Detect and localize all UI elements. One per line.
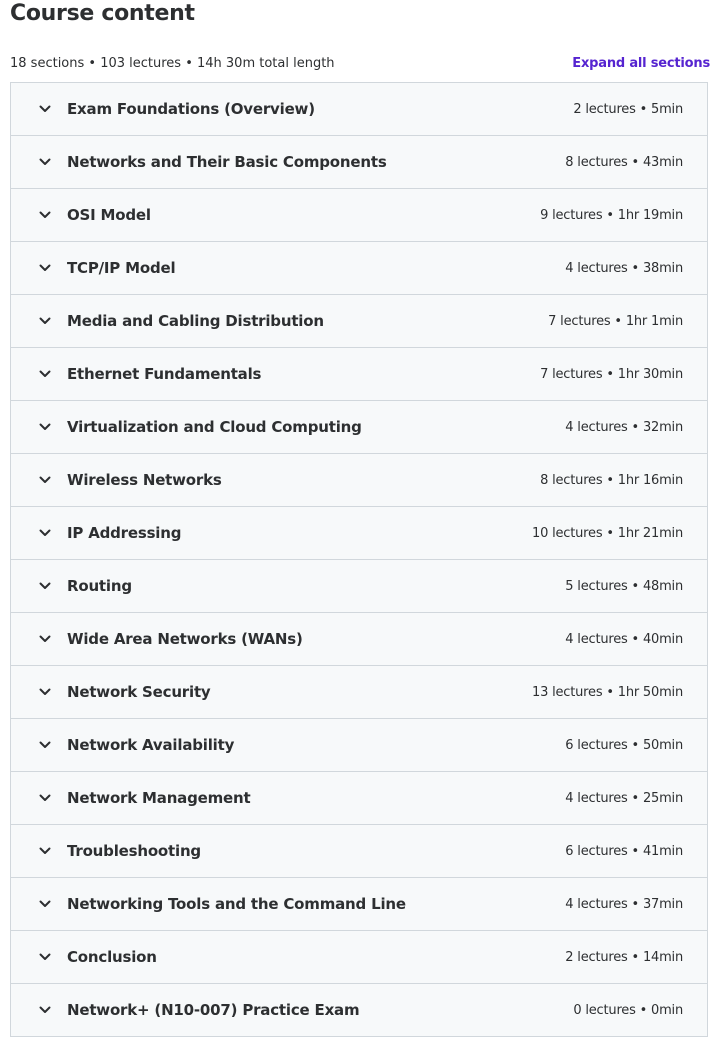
section-title: Wireless Networks <box>67 471 222 489</box>
section-meta: 13 lectures • 1hr 50min <box>532 684 683 700</box>
chevron-down-icon <box>38 102 52 116</box>
section-row[interactable] <box>11 666 707 719</box>
section-meta: 4 lectures • 40min <box>565 631 683 647</box>
section-row[interactable] <box>11 507 707 560</box>
chevron-down-icon <box>38 526 52 540</box>
section-title: Ethernet Fundamentals <box>67 365 262 383</box>
section-title: Media and Cabling Distribution <box>67 312 324 330</box>
chevron-down-icon <box>38 844 52 858</box>
section-row[interactable] <box>11 878 707 931</box>
section-row[interactable] <box>11 454 707 507</box>
section-row[interactable] <box>11 931 707 984</box>
section-meta: 8 lectures • 1hr 16min <box>540 472 683 488</box>
section-meta: 6 lectures • 41min <box>565 843 683 859</box>
section-row[interactable] <box>11 984 707 1036</box>
chevron-down-icon <box>38 738 52 752</box>
section-title: TCP/IP Model <box>67 259 176 277</box>
section-row[interactable] <box>11 295 707 348</box>
section-meta: 9 lectures • 1hr 19min <box>540 207 683 223</box>
chevron-down-icon <box>38 155 52 169</box>
section-meta: 7 lectures • 1hr 1min <box>548 313 683 329</box>
section-row[interactable] <box>11 772 707 825</box>
section-title: Troubleshooting <box>67 842 201 860</box>
section-meta: 4 lectures • 25min <box>565 790 683 806</box>
section-title: Network+ (N10-007) Practice Exam <box>67 1001 360 1019</box>
section-row[interactable] <box>11 242 707 295</box>
section-title: Exam Foundations (Overview) <box>67 100 315 118</box>
section-title: Virtualization and Cloud Computing <box>67 418 362 436</box>
section-title: Networks and Their Basic Components <box>67 153 387 171</box>
chevron-down-icon <box>38 367 52 381</box>
section-meta: 2 lectures • 5min <box>573 101 683 117</box>
section-title: Network Management <box>67 789 251 807</box>
summary-row <box>10 53 710 73</box>
section-meta: 4 lectures • 38min <box>565 260 683 276</box>
section-title: IP Addressing <box>67 524 182 542</box>
chevron-down-icon <box>38 208 52 222</box>
section-row[interactable] <box>11 136 707 189</box>
section-title: Network Availability <box>67 736 235 754</box>
expand-all-sections-button[interactable]: Expand all sections <box>572 55 710 71</box>
section-row[interactable] <box>11 348 707 401</box>
chevron-down-icon <box>38 897 52 911</box>
section-row[interactable] <box>11 401 707 454</box>
page-title: Course content <box>10 1 195 26</box>
section-row[interactable] <box>11 560 707 613</box>
section-title: Network Security <box>67 683 211 701</box>
section-row[interactable] <box>11 719 707 772</box>
section-meta: 6 lectures • 50min <box>565 737 683 753</box>
section-row[interactable] <box>11 825 707 878</box>
section-meta: 10 lectures • 1hr 21min <box>532 525 683 541</box>
section-meta: 4 lectures • 32min <box>565 419 683 435</box>
section-row[interactable] <box>11 83 707 136</box>
section-row[interactable] <box>11 613 707 666</box>
chevron-down-icon <box>38 1003 52 1017</box>
section-meta: 7 lectures • 1hr 30min <box>540 366 683 382</box>
section-meta: 5 lectures • 48min <box>565 578 683 594</box>
chevron-down-icon <box>38 420 52 434</box>
section-title: Wide Area Networks (WANs) <box>67 630 303 648</box>
chevron-down-icon <box>38 473 52 487</box>
section-title: Conclusion <box>67 948 157 966</box>
section-title: Routing <box>67 577 132 595</box>
section-meta: 0 lectures • 0min <box>573 1002 683 1018</box>
sections-list <box>10 82 708 1037</box>
section-title: OSI Model <box>67 206 151 224</box>
chevron-down-icon <box>38 314 52 328</box>
chevron-down-icon <box>38 791 52 805</box>
chevron-down-icon <box>38 632 52 646</box>
chevron-down-icon <box>38 685 52 699</box>
chevron-down-icon <box>38 261 52 275</box>
chevron-down-icon <box>38 950 52 964</box>
section-meta: 2 lectures • 14min <box>565 949 683 965</box>
chevron-down-icon <box>38 579 52 593</box>
section-title: Networking Tools and the Command Line <box>67 895 406 913</box>
section-row[interactable] <box>11 189 707 242</box>
course-summary: 18 sections • 103 lectures • 14h 30m total length <box>10 55 335 71</box>
section-meta: 8 lectures • 43min <box>565 154 683 170</box>
section-meta: 4 lectures • 37min <box>565 896 683 912</box>
